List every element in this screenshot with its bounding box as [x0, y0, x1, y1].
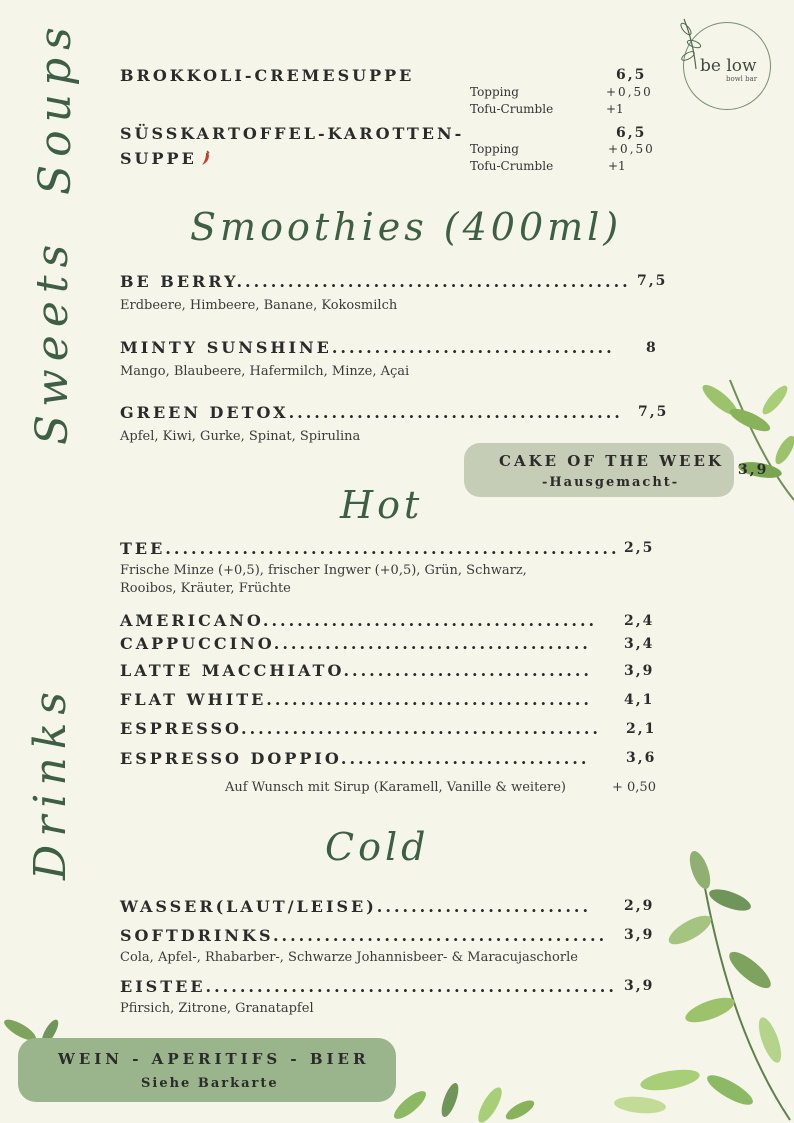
logo-sub: bowl bar	[726, 75, 758, 83]
menu-item-name: SOFTDRINKS.......................................	[120, 926, 608, 945]
heading-cold: Cold	[325, 825, 430, 869]
menu-item-desc: Pfirsich, Zitrone, Granatapfel	[120, 1001, 314, 1016]
topping-label: Topping	[470, 85, 519, 99]
menu-item-price: 2,4	[624, 613, 655, 629]
tofu-price: +1	[606, 102, 624, 116]
footer-sub: Siehe Barkarte	[141, 1076, 279, 1091]
section-label-drinks: Drinks	[25, 684, 76, 880]
menu-item-desc: Apfel, Kiwi, Gurke, Spinat, Spirulina	[120, 429, 361, 444]
cake-title: CAKE OF THE WEEK	[499, 452, 724, 470]
menu-item-desc: Mango, Blaubeere, Hafermilch, Minze, Açai	[120, 364, 410, 379]
topping-price: +0,50	[608, 142, 655, 156]
sirup-price: + 0,50	[612, 780, 656, 795]
menu-item-desc: Erdbeere, Himbeere, Banane, Kokosmilch	[120, 298, 398, 313]
leaf-bottom-icon	[380, 1075, 540, 1123]
menu-item-price: 2,1	[626, 721, 657, 737]
menu-item-price: 2,9	[624, 898, 655, 914]
topping-price: +0,50	[606, 85, 653, 99]
cake-price: 3,9	[738, 462, 769, 478]
menu-item-name: MINTY SUNSHINE.................................	[120, 338, 615, 357]
tofu-label: Tofu-Crumble	[470, 159, 554, 173]
tofu-price: +1	[608, 159, 626, 173]
menu-item-name: FLAT WHITE......................................	[120, 690, 592, 709]
menu-item-price: 6,5	[616, 67, 647, 83]
menu-item-price: 3,4	[624, 636, 655, 652]
sirup-note: Auf Wunsch mit Sirup (Karamell, Vanille & weitere)	[225, 780, 566, 795]
menu-item-name: GREEN DETOX.......................................	[120, 403, 623, 422]
menu-item-desc: Frische Minze (+0,5), frischer Ingwer (+0,5), Grün, Schwarz, Rooibos, Kräuter, Früchte	[120, 563, 527, 596]
menu-item-price: 3,9	[624, 927, 655, 943]
menu-item-name: ESPRESSO..........................................	[120, 719, 601, 738]
section-label-sweets: Sweets	[27, 236, 78, 445]
menu-item-name: BROKKOLI-CREMESUPPE	[120, 66, 415, 85]
footer-title: WEIN - APERITIFS - BIER	[58, 1050, 370, 1068]
footer-banner	[18, 1038, 396, 1102]
menu-item-price: 7,5	[638, 404, 669, 420]
menu-item-name: CAPPUCCINO.....................................	[120, 634, 591, 653]
menu-item-price: 8	[646, 340, 658, 356]
section-label-soups: Soups	[30, 19, 81, 195]
menu-item-price: 3,9	[624, 663, 655, 679]
menu-item-name: AMERICANO.......................................	[120, 611, 598, 630]
chili-icon	[199, 150, 211, 166]
cake-sub: -Hausgemacht-	[542, 475, 680, 490]
logo-name: be low	[700, 56, 757, 76]
menu-item-name: WASSER(LAUT/LEISE).........................	[120, 897, 592, 916]
heading-hot: Hot	[340, 483, 424, 527]
menu-item-name: TEE.....................................................	[120, 539, 620, 558]
menu-item-name: LATTE MACCHIATO.............................	[120, 661, 592, 680]
menu-item-name: ESPRESSO DOPPIO.............................	[120, 749, 590, 768]
menu-item-price: 6,5	[616, 125, 647, 141]
menu-item-price: 2,5	[624, 540, 655, 556]
tofu-label: Tofu-Crumble	[470, 102, 554, 116]
menu-item-name: BE BERRY..............................................	[120, 272, 631, 291]
menu-item-price: 7,5	[637, 273, 668, 289]
menu-item-name-line2: SUPPE	[120, 149, 211, 168]
menu-item-name: EISTEE................................................	[120, 977, 617, 996]
menu-item-desc: Cola, Apfel-, Rhabarber-, Schwarze Johannisbeer- & Maracujaschorle	[120, 950, 578, 965]
menu-item-price: 3,9	[624, 978, 655, 994]
menu-item-name: SÜSSKARTOFFEL-KAROTTEN-	[120, 124, 465, 143]
menu-item-price: 3,6	[626, 750, 657, 766]
menu-item-price: 4,1	[624, 692, 655, 708]
heading-smoothies: Smoothies (400ml)	[190, 205, 623, 249]
topping-label: Topping	[470, 142, 519, 156]
